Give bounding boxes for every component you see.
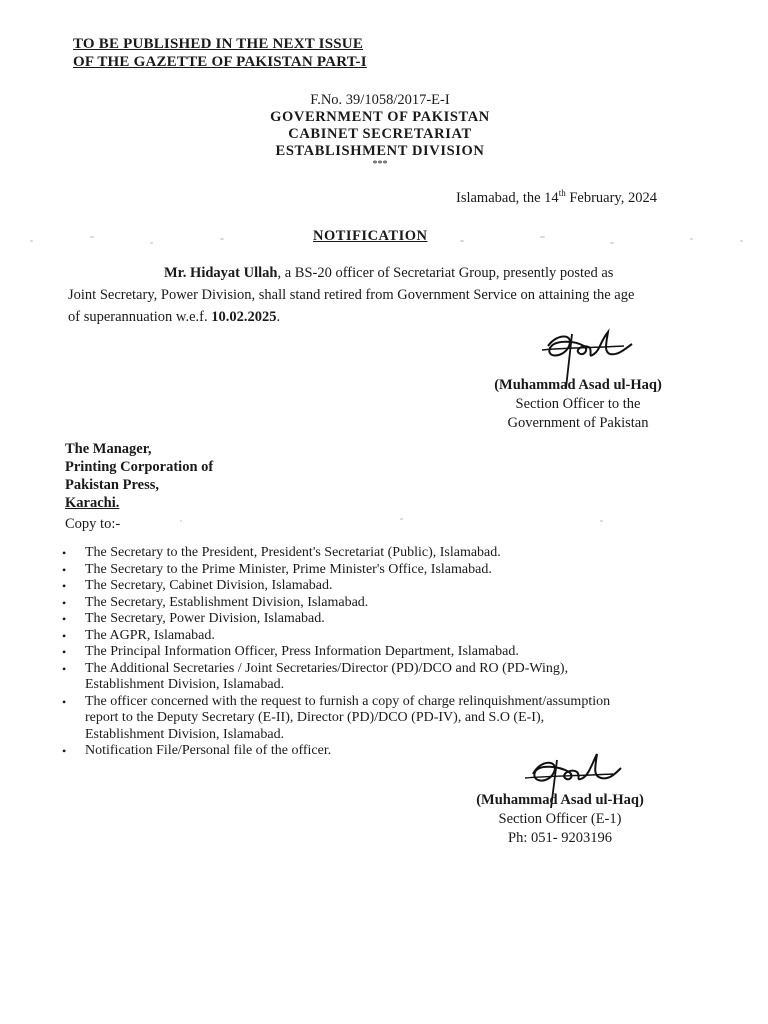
copy-to-item [60,644,680,661]
file-number: F.No. 39/1058/2017-E-I [310,92,450,108]
copy-to-item [60,562,680,579]
copy-to-label: Copy to:- [65,516,121,532]
signatory-title-line2: Government of Pakistan [507,415,649,431]
letter-header [230,92,530,170]
bullet-icon: • [62,562,67,577]
copy-to-item-text: The Secretary, Establishment Division, Islamabad. [85,594,369,610]
copy-to-item-text: Notification File/Personal file of the officer. [85,743,332,758]
addressee-line1: The Manager, [65,441,152,457]
notification-title: NOTIFICATION [313,228,428,244]
body-line3-prefix: of superannuation w.e.f. [68,309,212,325]
copy-to-item [60,611,680,628]
bullet-icon: • [62,744,67,758]
copy-to-item [60,661,680,694]
bullet-icon: • [62,612,67,626]
copy-to-item [60,694,680,744]
retirement-date: 10.02.2025 [211,309,277,325]
signature-2 [460,791,660,848]
body-line1 [68,262,678,284]
header-stars: *** [372,159,388,170]
copy-to-item-text: The Secretary, Power Division, Islamabad. [85,611,325,626]
copy-to-list [60,545,680,760]
bullet-icon: • [62,628,67,643]
body-line1-text: , a BS-20 officer of Secretariat Group, presently posted as [277,265,614,281]
place-date-prefix: Islamabad, the 14 [456,189,559,206]
copy-to-item-text: The Secretary, Cabinet Division, Islamabad. [85,578,333,593]
bullet-icon: • [62,645,67,659]
bullet-icon: • [62,546,67,560]
bullet-icon: • [62,579,67,593]
copy-to-item-text-cont: Establishment Division, Islamabad. [85,726,285,742]
copy-to-item [60,595,680,612]
bullet-icon: • [62,661,67,676]
place-date-suffix: February, 2024 [565,189,657,206]
copy-to-item-text: The Secretary to the President, President's Secretariat (Public), Islamabad. [85,545,501,560]
signatory-name: (Muhammad Asad ul-Haq) [494,377,662,393]
copy-to-item-text-cont: Establishment Division, Islamabad. [85,677,285,692]
gazette-heading-line2: OF THE GAZETTE OF PAKISTAN PART-I [73,54,367,70]
signatory-name: (Muhammad Asad ul-Haq) [476,792,644,808]
place-date-sup: th [558,188,566,198]
body-line2: Joint Secretary, Power Division, shall stand retired from Government Service on attaining the age [68,287,635,303]
copy-to-item-text: The Additional Secretaries / Joint Secretaries/Director (PD)/DCO and RO (PD-Wing), [85,660,569,676]
copy-to-item-text: The officer concerned with the request to furnish a copy of charge relinquishment/assumption [85,693,611,709]
body-line3-suffix: . [276,309,281,325]
officer-name: Mr. Hidayat Ullah [164,265,278,281]
copy-to-item [60,545,680,562]
signatory-phone: Ph: 051- 9203196 [508,830,612,846]
addressee-line2: Printing Corporation of [65,459,214,475]
copy-to-item [60,628,680,645]
cabinet-title: CABINET SECRETARIAT [288,126,472,142]
government-title: GOVERNMENT OF PAKISTAN [270,109,490,125]
copy-to-item-text-cont: report to the Deputy Secretary (E-II), Director (PD)/DCO (PD-IV), and S.O (E-I), [85,710,545,725]
place-date [456,188,657,207]
bullet-icon: • [62,595,67,610]
addressee [65,440,213,512]
copy-to-item [60,578,680,595]
copy-to-item-text: The Principal Information Officer, Press Information Department, Islamabad. [85,644,519,659]
addressee-line4: Karachi. [65,495,120,511]
copy-to-item-text: The Secretary to the Prime Minister, Prime Minister's Office, Islamabad. [85,561,492,577]
addressee-line3: Pakistan Press, [65,477,159,493]
signatory-title-line1: Section Officer to the [515,396,641,412]
copy-to-item-text: The AGPR, Islamabad. [85,627,215,643]
bullet-icon: • [62,694,67,709]
signature-1 [478,376,678,433]
division-title: ESTABLISHMENT DIVISION [275,143,485,159]
signatory-title: Section Officer (E-1) [498,811,622,827]
gazette-heading-line1: TO BE PUBLISHED IN THE NEXT ISSUE [73,36,364,52]
